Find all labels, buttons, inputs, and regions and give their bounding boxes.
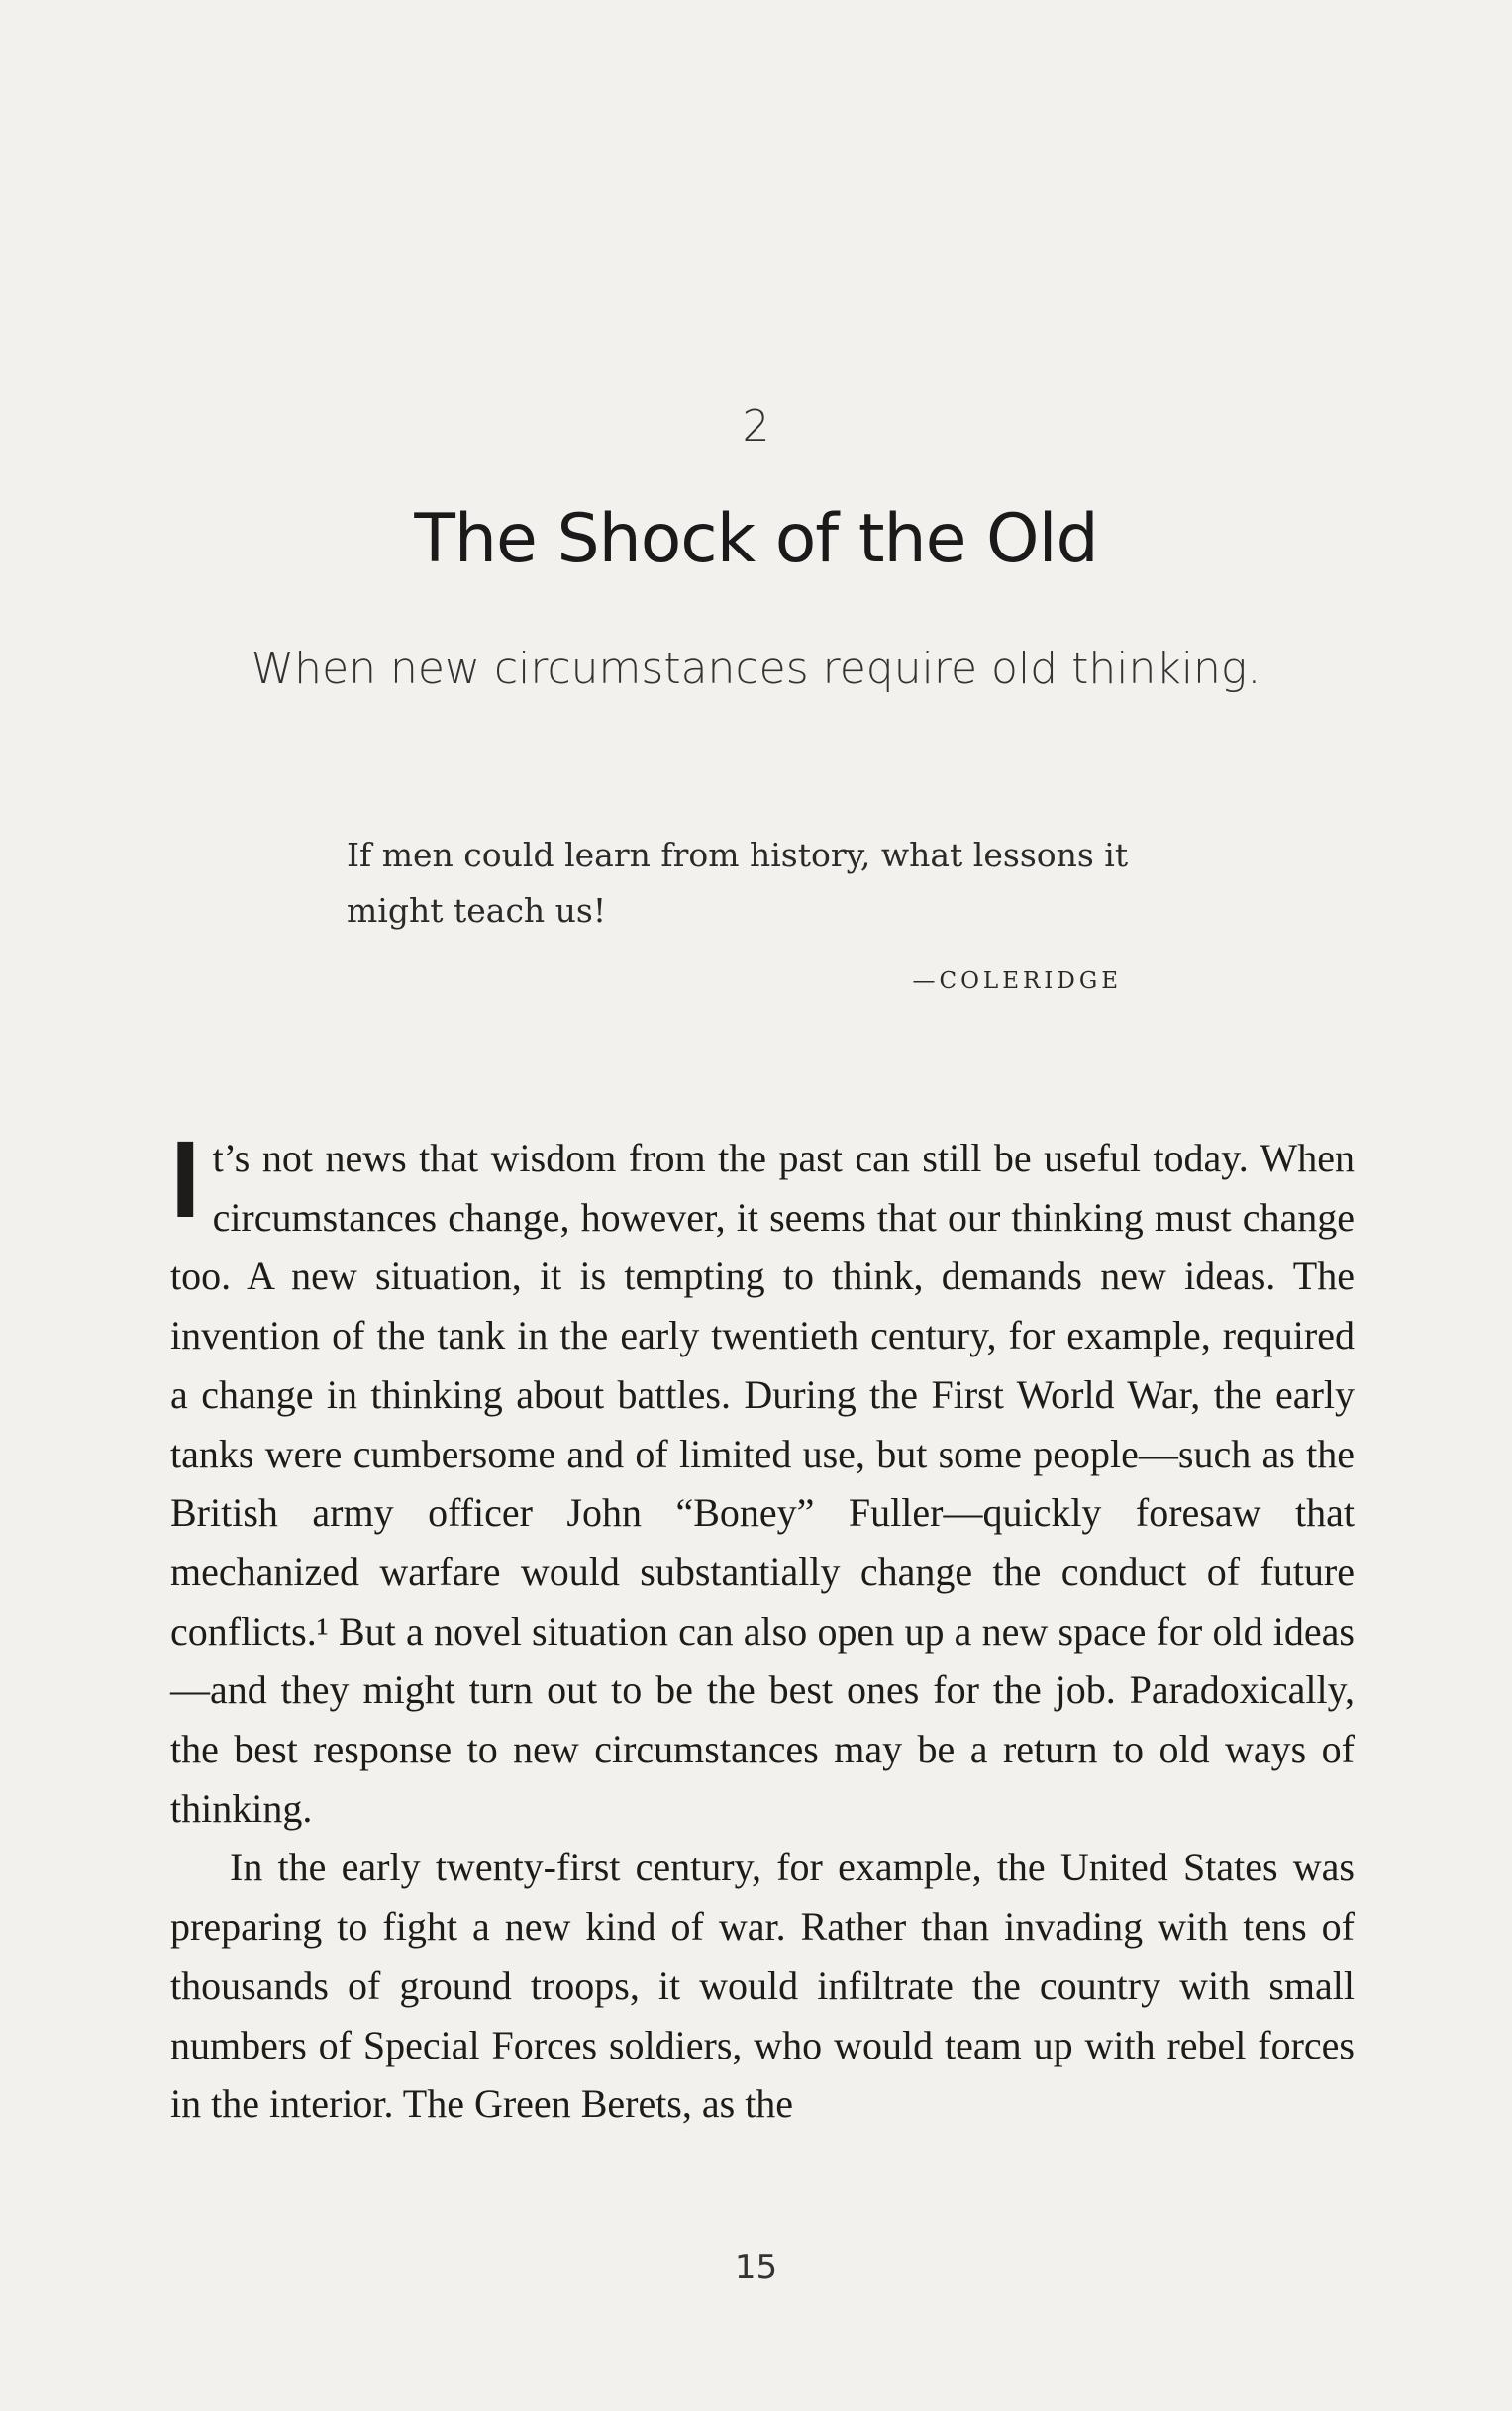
epigraph-attribution: —COLERIDGE bbox=[912, 968, 1122, 994]
paragraph-1 bbox=[170, 1119, 1355, 1838]
page-number: 15 bbox=[734, 2248, 778, 2287]
chapter-number: 2 bbox=[742, 401, 770, 452]
drop-cap: I bbox=[170, 1119, 201, 1241]
paragraph-1-text: t’s not news that wisdom from the past can still be useful today. When circumstances change, however, it seems that our thinking must change too. A new situation, it is tempting to think, demands new ideas. The invention of the tank in the early twentieth century, for example, required a change in thinking about battles. During the First World War, the early tanks were cumbersome and of limited use, but some people—such as the British army officer John “Boney” Fuller—quickly foresaw that mechanized warfare would substantially change the conduct of future conflicts.¹ But a novel situation can also open up a new space for old ideas—and they might turn out to be the best ones for the job. Paradoxically, the best response to new circumstances may be a return to old ways of thinking. bbox=[170, 1136, 1355, 1831]
body-text bbox=[170, 1119, 1355, 2134]
paragraph-2: In the early twenty-first century, for example, the United States was preparing to fight a new kind of war. Rather than invading with tens of thousands of ground troops, it would infiltrate the country with small numbers of Special Forces soldiers, who would team up with rebel forces in the interior. The Green Berets, as the bbox=[170, 1845, 1355, 2127]
chapter-title: The Shock of the Old bbox=[414, 500, 1098, 578]
chapter-subtitle: When new circumstances require old thinking. bbox=[251, 644, 1261, 694]
epigraph-quote: If men could learn from history, what lessons it might teach us! bbox=[347, 836, 1129, 930]
